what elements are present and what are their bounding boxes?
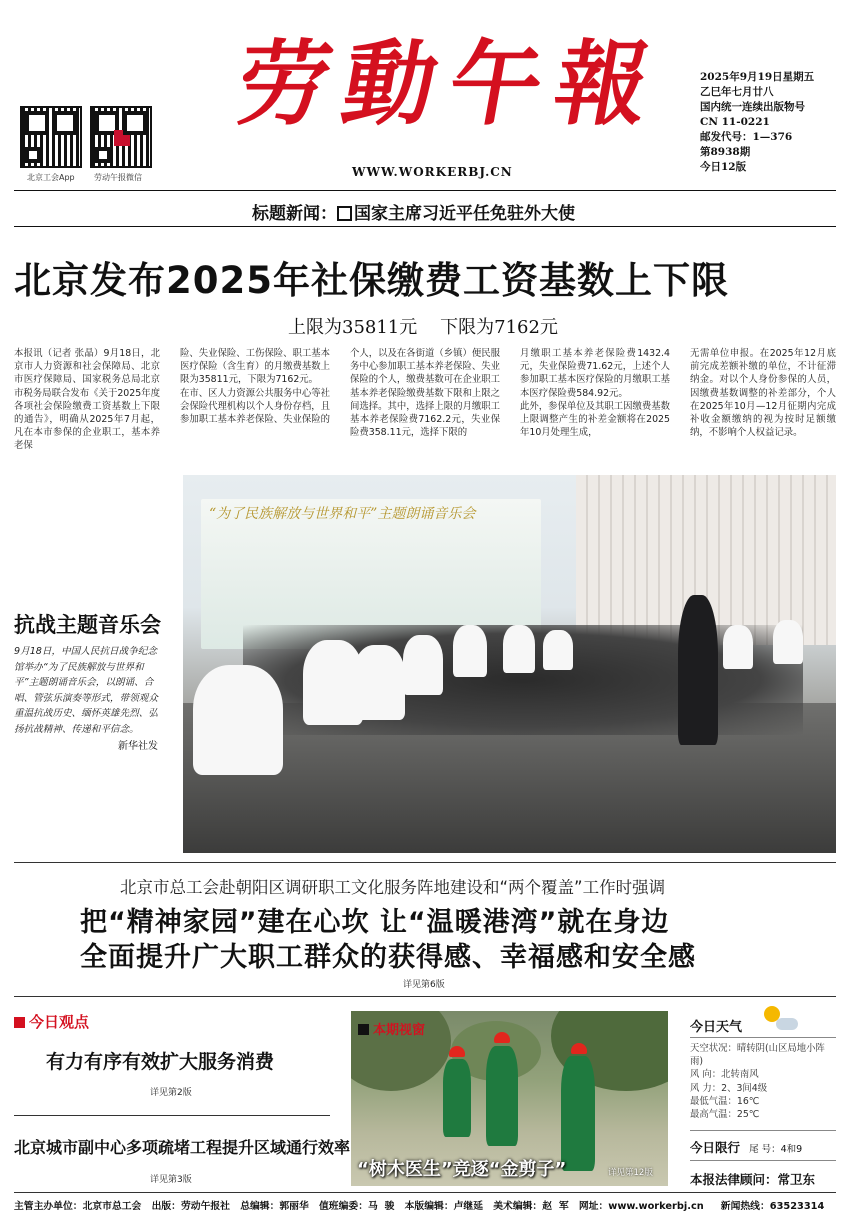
divider [14, 1115, 330, 1116]
lead-column-5: 无需单位申报。在2025年12月底前完成差额补缴的单位，不计征滞纳金。对以个人身份参保的人员，因缴费基数调整的补差部分，个人在2025年10月—12月征期内完成补收金额缴纳的视为按时足额缴纳，不影响个人权益记录。 [690, 348, 836, 439]
masthead-logo: 劳動午報 [228, 30, 672, 138]
divider [690, 1130, 836, 1131]
qr-label-app: 北京工会App [27, 173, 75, 182]
conductor-figure [678, 595, 718, 745]
publication-info [700, 70, 814, 175]
headline-news[interactable] [252, 199, 575, 224]
pub-issue: 第8938期 [700, 146, 751, 158]
photo-window-caption[interactable]: “树木医生”竞逐“金剪子” [357, 1159, 567, 1180]
sun-cloud-icon [762, 1004, 806, 1038]
square-bullet-icon [337, 206, 352, 221]
views-item-1[interactable]: 有力有序有效扩大服务消费 [46, 1051, 275, 1073]
traffic-limit [690, 1137, 802, 1156]
legal-counsel: 本报法律顾问：常卫东 [690, 1172, 816, 1187]
views-tag [14, 1011, 89, 1032]
website-url[interactable]: WWW.WORKERBJ.CN [352, 165, 513, 179]
pub-serial-label: 国内统一连续出版物号 [700, 101, 805, 113]
headline-news-label: 标题新闻： [252, 204, 337, 224]
weather-min-temp: 最低气温：16℃ [690, 1095, 760, 1107]
concert-title[interactable]: 抗战主题音乐会 [14, 613, 161, 637]
divider [14, 226, 836, 227]
lead-column-2: 险、失业保险、工伤保险、职工基本医疗保险（含生育）的月缴费基数上限为35811元，下限为7162元。 在市、区人力资源公共服务中心等社会保险代理机构以个人身份存档，且参加职工基本养老保险、失业保险的 [180, 348, 331, 426]
concert-photo[interactable] [183, 475, 836, 853]
middle-see-page[interactable]: 详见第6版 [403, 980, 445, 990]
divider [14, 996, 836, 997]
weather-max-temp: 最高气温：25℃ [690, 1109, 760, 1121]
photo-window-tag [358, 1019, 425, 1038]
pub-date: 2025年9月19日星期五 [700, 71, 815, 83]
weather-wind-force: 风 力：2、3间4级 [690, 1082, 768, 1094]
middle-headline-1[interactable]: 把“精神家园”建在心坎 让“温暖港湾”就在身边 [80, 907, 670, 938]
divider [690, 1160, 836, 1161]
headline-news-text: 国家主席习近平任免驻外大使 [354, 204, 575, 224]
views-see-1[interactable]: 详见第2版 [150, 1088, 192, 1098]
views-see-2[interactable]: 详见第3版 [150, 1175, 192, 1185]
weather-wind-direction: 风 向：北转南风 [690, 1069, 759, 1081]
middle-headline-2[interactable]: 全面提升广大职工群众的获得感、幸福感和安全感 [80, 942, 696, 973]
views-item-2[interactable]: 北京城市副中心多项疏堵工程提升区域通行效率 [14, 1138, 351, 1157]
weather-sky-cont: 雨) [690, 1056, 704, 1068]
concert-banner-text: “为了民族解放与世界和平”主题朗诵音乐会 [209, 506, 476, 522]
qr-code-wechat[interactable] [90, 106, 152, 168]
divider [14, 190, 836, 191]
photo-window-see-page[interactable]: 详见第12版 [608, 1168, 653, 1178]
lead-column-1: 本报讯（记者 张晶）9月18日，北京市人力资源和社会保障局、北京市医疗保障局、国家税务总局北京市税务局联合发布《关于2025年度各项社会保险缴费工资基数上下限的通告》，明确从2025年7月起，凡在本市参保的企业职工，基本养老保 [14, 348, 160, 452]
lead-column-3: 个人，以及在各街道（乡镇）便民服务中心参加职工基本养老保险、失业保险的个人，缴费基数可在企业职工基本养老保险缴费基数下限和上限之间选择。其中，选择上限的月缴职工基本养老保险费7162.2元，失业保险费358.11元，选择下限的 [350, 348, 501, 439]
lead-subtitle: 上限为35811元 下限为7162元 [288, 317, 558, 338]
pub-lunar-date: 乙巳年七月廿八 [700, 86, 774, 98]
footer-credits: 主管主办单位：北京市总工会 出版：劳动午报社 总编辑：郭丽华 值班编委：马 骏 本版编辑：卢继延 美术编辑：赵 军 网址：www.workerbj.cn 新闻热线：63523314 [14, 1201, 825, 1212]
weather-details [690, 1042, 838, 1121]
photo-window-tag-label: 本期视窗 [373, 1023, 426, 1038]
lead-column-4: 月缴职工基本养老保险费1432.4元，失业保险费71.62元，上述个人参加职工基本医疗保险的月缴职工基本医疗保险费584.92元。 此外，参保单位及其职工因缴费基数上限调整产生的补差金额将在2025年10月处理生成， [520, 348, 671, 439]
weather-title: 今日天气 [690, 1020, 743, 1035]
divider [14, 1192, 836, 1193]
traffic-limit-label: 今日限行 [690, 1140, 741, 1155]
square-marker-icon [358, 1024, 369, 1035]
qr-code-app[interactable] [20, 106, 82, 168]
square-marker-icon [14, 1017, 25, 1028]
concert-credit: 新华社发 [118, 741, 158, 752]
weather-sky: 天空状况：晴转阴(山区局地小阵 [690, 1043, 825, 1054]
lead-headline[interactable]: 北京发布2025年社保缴费工资基数上下限 [14, 259, 729, 302]
divider [14, 862, 836, 863]
views-tag-label: 今日观点 [29, 1013, 90, 1031]
traffic-limit-value: 尾 号：4和9 [749, 1144, 803, 1155]
pub-pages: 今日12版 [700, 161, 747, 173]
pub-postal-code: 邮发代号：1—376 [700, 131, 793, 143]
pub-cn-number: CN 11-0221 [700, 116, 770, 128]
concert-caption: 9月18日，中国人民抗日战争纪念馆举办“为了民族解放与世界和平”主题朗诵音乐会，以朗诵、合唱、管弦乐演奏等形式，带领观众重温抗战历史、缅怀英雄先烈、弘扬抗战精神、传递和平信念。 [14, 646, 158, 735]
middle-kicker: 北京市总工会赴朝阳区调研职工文化服务阵地建设和“两个覆盖”工作时强调 [120, 878, 666, 897]
divider [690, 1037, 836, 1038]
qr-label-wechat: 劳动午报微信 [94, 173, 142, 182]
